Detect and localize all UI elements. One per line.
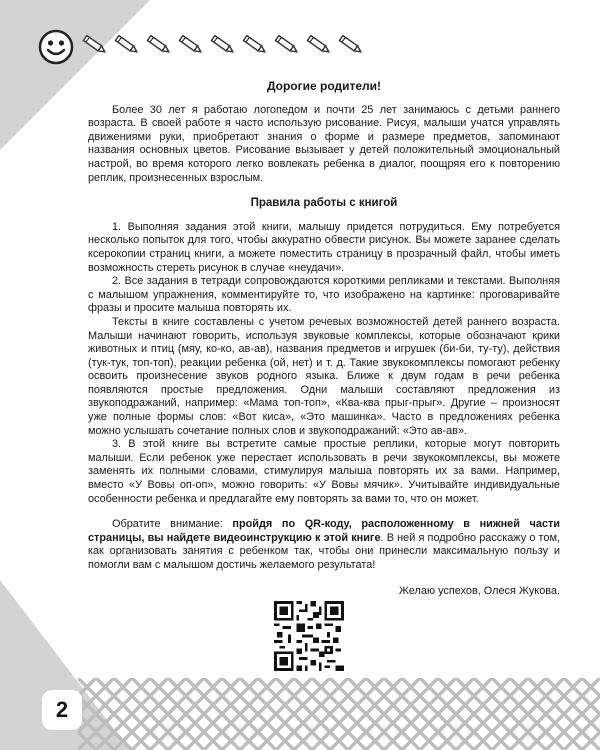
note-end: . В ней я подробно расскажу о том, как организовать занятия с ребенком так, чтобы они принесли максимальную пользу и помогли вам с малышом достичь желаемого результата! [88, 531, 560, 571]
note-bold: пройдя по QR-коду, расположенному в нижней части страницы, вы найдете видеоинструкцию к этой книге [88, 518, 560, 544]
rule-paragraph-4: 3. В этой книге вы встретите самые простые реплики, которые могут повторить малыши. Если ребенок уже перестает использовать в речи звукокомплексы, вы можете заменять их полными словами, стимулируя малыша повторять их за вами. Например, вместо «У Вовы оп-оп», можно говорить: «У Вовы мячик». Учитывайте индивидуальные особенности ребенка и предлагайте ему повторять за вами то, что он может. [88, 438, 560, 505]
pencil-row [80, 34, 366, 60]
page-title: Дорогие родители! [266, 79, 382, 93]
pencil-icon [240, 34, 270, 56]
diamond-pattern [78, 678, 600, 750]
rule-paragraph-3: Тексты в книге составлены с учетом речевых возможностей детей раннего возраста. Малыши начинают говорить, используя звуковые комплексы, которые обозначают крики животных и птиц (мяу, ко-ко, ав-ав), названия предметов и игрушек (би-би, ту-ту), действия (тук-тук, топ-топ), реакции ребенка (ой, нет) и т. д. Такие звукокомплексы помогают ребенку освоить произнесение звуков родного языка. Ближе к двум годам в речи ребенка появляются простые предложения. Одни малыши составляют предложения из звукоподражаний, например: «Мама топ-топ», «Ква-ква прыг-прыг». Другие – произносят уже полные формы слов: «Вот киса», «Это машинка». Часто в предложениях ребенка можно услышать сочетание полных слов и звукоподражаний: «Это ав-ав». [88, 315, 560, 437]
intro-paragraph: Более 30 лет я работаю логопедом и почти 25 лет занимаюсь с детьми раннего возраста. В своей работе я часто использую рисование. Рисуя, малыши учатся управлять движениями руки, приобретают знания о форме и размере предметов, запоминают названия основных цветов. Рисование вызывает у детей положительный эмоциональный настрой, во время которого легко вовлекать ребенка в диалог, поощряя его к повторению реплик, произнесенных взрослым. [88, 103, 560, 184]
note-paragraph [88, 518, 560, 572]
signature: Желаю успехов, Олеся Жукова. [398, 584, 560, 597]
pencil-icon [144, 34, 174, 56]
page-number: 2 [42, 690, 82, 730]
pencil-icon [112, 34, 142, 56]
pencil-icon [304, 34, 334, 56]
pencil-icon [336, 34, 366, 56]
qr-code[interactable] [274, 601, 344, 671]
pencil-icon [176, 34, 206, 56]
note-start: Обратите внимание: [112, 518, 233, 531]
rule-paragraph-2: 2. Все задания в тетради сопровождаются короткими репликами и текстами. Выполняя с малышом упражнения, комментируйте то, что изображено на картинке: проговаривайте фразы и просите малыша повторять их. [88, 275, 560, 315]
page-content [88, 80, 560, 598]
rules-heading: Правила работы с книгой [250, 197, 398, 210]
pencil-icon [208, 34, 238, 56]
rule-paragraph-1: 1. Выполняя задания этой книги, малышу придется потрудиться. Ему потребуется несколько попыток для того, чтобы аккуратно обвести рисунок. Вы можете заранее сделать ксерокопии страниц книги, а можете поместить страницу в прозрачный файл, чтобы иметь возможность стереть рисунок в случае «неудачи». [88, 220, 560, 274]
pencil-icon [80, 34, 110, 56]
smiley-icon [38, 29, 74, 65]
pencil-icon [272, 34, 302, 56]
